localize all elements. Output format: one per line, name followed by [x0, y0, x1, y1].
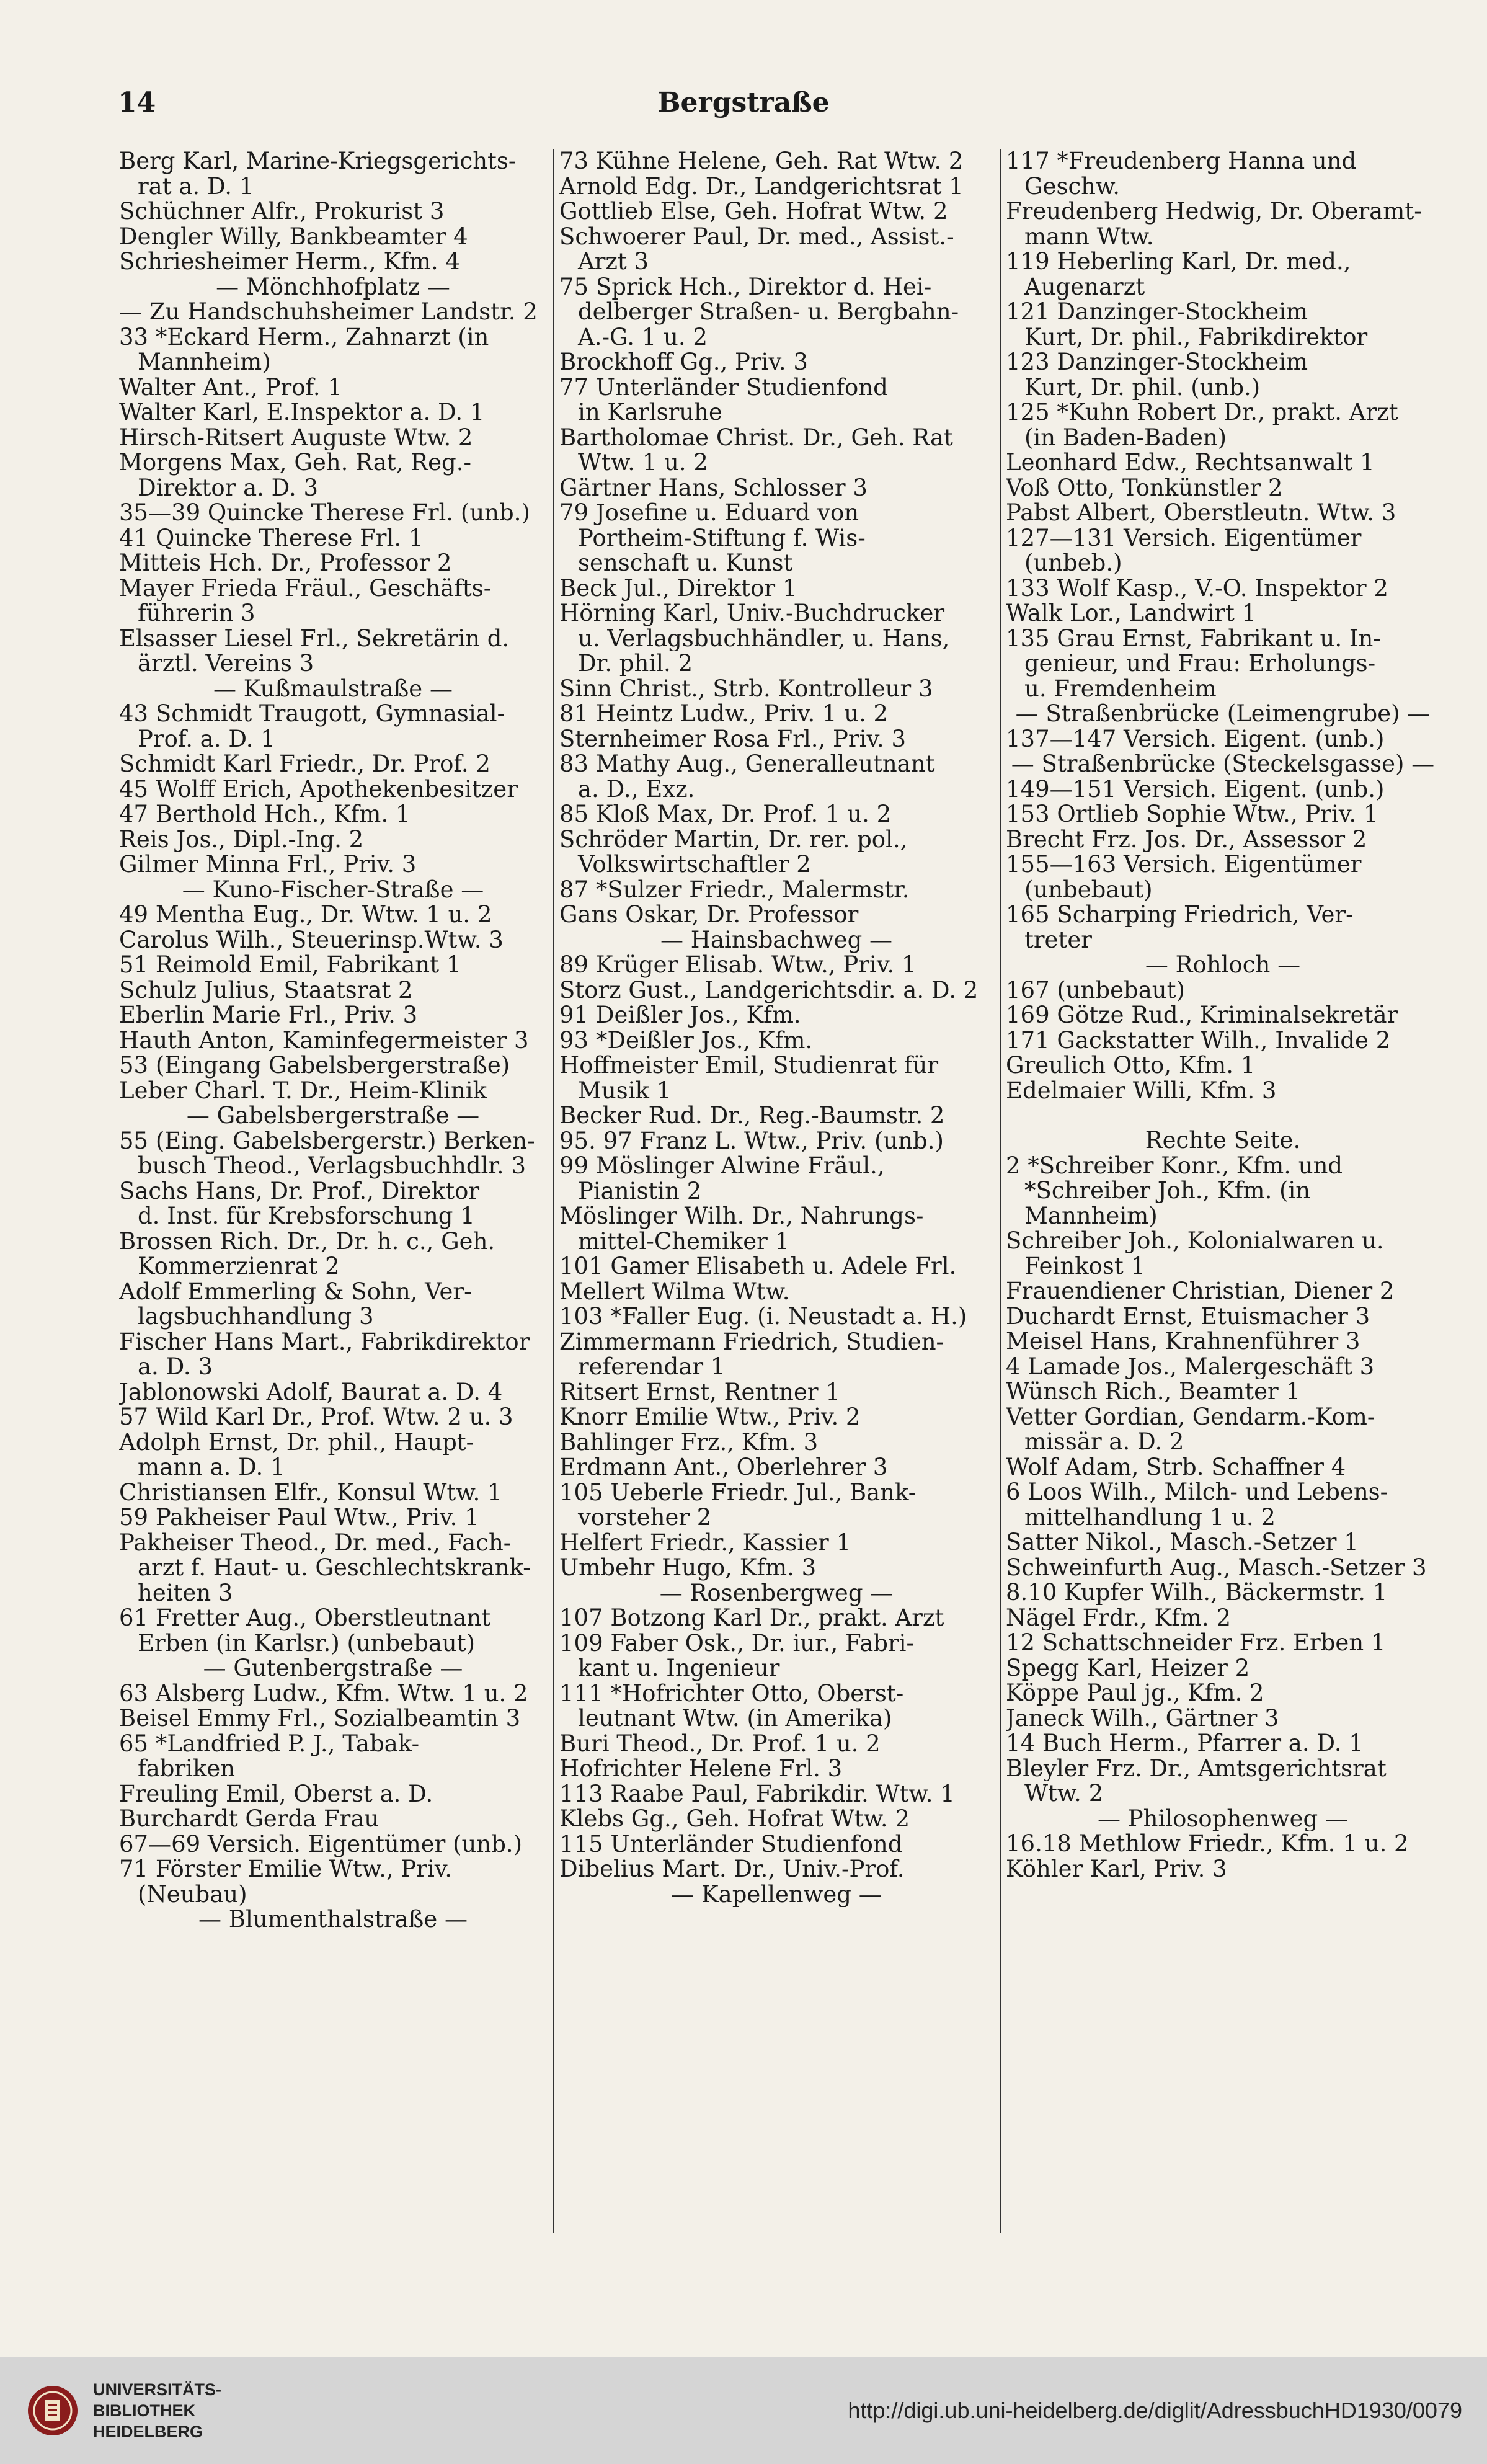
address-entry: Brossen Rich. Dr., Dr. h. c., Geh. — [119, 1229, 495, 1254]
street-heading: — Gutenbergstraße — — [203, 1656, 463, 1681]
address-entry: 127—131 Versich. Eigentümer — [1006, 525, 1362, 551]
address-entry: Umbehr Hugo, Kfm. 3 — [559, 1555, 817, 1581]
address-entry: Hoffmeister Emil, Studienrat für — [559, 1053, 939, 1079]
address-entry: Freudenberg Hedwig, Dr. Oberamt- — [1006, 199, 1422, 225]
address-entry: 67—69 Versich. Eigentümer (unb.) — [119, 1831, 523, 1857]
address-entry: 123 Danzinger-Stockheim — [1006, 350, 1308, 375]
address-entry: vorsteher 2 — [578, 1505, 712, 1531]
address-entry: Meisel Hans, Krahnenführer 3 — [1006, 1329, 1360, 1354]
address-entry: Augenarzt — [1024, 274, 1145, 300]
address-entry: Schweinfurth Aug., Masch.-Setzer 3 — [1006, 1555, 1427, 1580]
address-entry: *Schreiber Joh., Kfm. (in — [1024, 1178, 1311, 1204]
address-entry: 53 (Eingang Gabelsbergerstraße) — [119, 1053, 510, 1079]
address-entry: 85 Kloß Max, Dr. Prof. 1 u. 2 — [559, 802, 892, 827]
address-entry: 165 Scharping Friedrich, Ver- — [1006, 902, 1354, 928]
street-heading: — Philosophenweg — — [1098, 1806, 1348, 1831]
address-entry: Zimmermann Friedrich, Studien- — [559, 1329, 944, 1354]
address-entry: Pabst Albert, Oberstleutn. Wtw. 3 — [1006, 500, 1396, 526]
address-entry: 41 Quincke Therese Frl. 1 — [119, 525, 424, 551]
street-heading: — Straßenbrücke (Steckelsgasse) — — [1011, 752, 1435, 777]
address-entry: 55 (Eing. Gabelsbergerstr.) Berken- — [119, 1128, 535, 1154]
address-entry: Feinkost 1 — [1024, 1253, 1146, 1279]
address-entry: Bahlinger Frz., Kfm. 3 — [559, 1430, 819, 1455]
address-entry: busch Theod., Verlagsbuchhdlr. 3 — [138, 1154, 526, 1179]
address-entry: 109 Faber Osk., Dr. iur., Fabri- — [559, 1630, 914, 1656]
address-entry: Janeck Wilh., Gärtner 3 — [1006, 1706, 1279, 1731]
address-entry: 99 Möslinger Alwine Fräul., — [559, 1154, 885, 1179]
address-entry: Erdmann Ant., Oberlehrer 3 — [559, 1455, 888, 1480]
address-entry: Hauth Anton, Kaminfegermeister 3 — [119, 1028, 529, 1053]
address-entry: Mannheim) — [1024, 1203, 1158, 1229]
address-entry: missär a. D. 2 — [1024, 1430, 1184, 1455]
address-entry: 4 Lamade Jos., Malergeschäft 3 — [1006, 1354, 1375, 1379]
address-entry: Volkswirtschaftler 2 — [578, 852, 811, 878]
address-entry: 45 Wolff Erich, Apothekenbesitzer — [119, 776, 518, 802]
address-entry: 16.18 Methlow Friedr., Kfm. 1 u. 2 — [1006, 1831, 1409, 1857]
address-entry: Schüchner Alfr., Prokurist 3 — [119, 199, 445, 225]
page-title: Bergstraße — [657, 87, 830, 118]
address-entry: Beisel Emmy Frl., Sozialbeamtin 3 — [119, 1706, 521, 1732]
address-entry: Schröder Martin, Dr. rer. pol., — [559, 827, 908, 852]
address-entry: Eberlin Marie Frl., Priv. 3 — [119, 1003, 418, 1028]
address-entry: Kurt, Dr. phil. (unb.) — [1024, 375, 1261, 400]
address-entry: delberger Straßen- u. Bergbahn- — [578, 300, 959, 325]
address-entry: Arnold Edg. Dr., Landgerichtsrat 1 — [559, 174, 964, 199]
address-entry: 169 Götze Rud., Kriminalsekretär — [1006, 1003, 1398, 1028]
address-entry: 133 Wolf Kasp., V.-O. Inspektor 2 — [1006, 576, 1388, 601]
address-entry: senschaft u. Kunst — [578, 551, 793, 576]
address-entry: 117 *Freudenberg Hanna und — [1006, 149, 1357, 174]
address-entry: A.-G. 1 u. 2 — [578, 324, 708, 350]
address-entry: Köppe Paul jg., Kfm. 2 — [1006, 1681, 1264, 1706]
address-entry: Wtw. 2 — [1024, 1781, 1104, 1807]
address-entry: Arzt 3 — [578, 249, 649, 275]
address-entry: 115 Unterländer Studienfond — [559, 1831, 903, 1857]
address-entry: d. Inst. für Krebsforschung 1 — [138, 1204, 475, 1229]
address-entry: mittelhandlung 1 u. 2 — [1024, 1505, 1276, 1530]
address-entry: Brockhoff Gg., Priv. 3 — [559, 350, 808, 375]
address-entry: 93 *Deißler Jos., Kfm. — [559, 1028, 813, 1053]
address-entry: Adolph Ernst, Dr. phil., Haupt- — [119, 1430, 474, 1455]
column-divider — [553, 149, 554, 2233]
street-heading: — Rohloch — — [1145, 953, 1301, 978]
address-entry: 63 Alsberg Ludw., Kfm. Wtw. 1 u. 2 — [119, 1681, 528, 1706]
address-entry: 43 Schmidt Traugott, Gymnasial- — [119, 701, 505, 727]
address-entry: — Zu Handschuhsheimer Landstr. 2 — [119, 300, 538, 325]
address-entry: mann Wtw. — [1024, 224, 1154, 249]
address-entry: Sachs Hans, Dr. Prof., Direktor — [119, 1178, 480, 1204]
address-entry: 12 Schattschneider Frz. Erben 1 — [1006, 1630, 1386, 1656]
address-entry: Walk Lor., Landwirt 1 — [1006, 601, 1257, 626]
address-entry: 135 Grau Ernst, Fabrikant u. In- — [1006, 626, 1381, 651]
address-entry: Wtw. 1 u. 2 — [578, 450, 708, 476]
address-entry: 137—147 Versich. Eigent. (unb.) — [1006, 726, 1385, 752]
address-entry: u. Verlagsbuchhändler, u. Hans, — [578, 626, 950, 651]
address-entry: Morgens Max, Geh. Rat, Reg.- — [119, 450, 472, 476]
address-entry: Becker Rud. Dr., Reg.-Baumstr. 2 — [559, 1103, 945, 1129]
address-entry: 125 *Kuhn Robert Dr., prakt. Arzt — [1006, 400, 1398, 425]
address-entry: Hörning Karl, Univ.-Buchdrucker — [559, 601, 945, 626]
address-entry: Erben (in Karlsr.) (unbebaut) — [138, 1630, 476, 1656]
address-entry: Bartholomae Christ. Dr., Geh. Rat — [559, 425, 953, 450]
address-entry: Pianistin 2 — [578, 1178, 702, 1204]
address-entry: 75 Sprick Hch., Direktor d. Hei- — [559, 274, 932, 300]
address-entry: a. D., Exz. — [578, 776, 695, 802]
address-entry: Walter Karl, E.Inspektor a. D. 1 — [119, 400, 485, 425]
address-entry: 6 Loos Wilh., Milch- und Lebens- — [1006, 1480, 1388, 1505]
address-entry: Pakheiser Theod., Dr. med., Fach- — [119, 1530, 512, 1555]
street-heading: — Hainsbachweg — — [660, 927, 893, 953]
footer-bar — [0, 2357, 1487, 2464]
address-entry: referendar 1 — [578, 1354, 726, 1380]
address-entry: mann a. D. 1 — [138, 1455, 285, 1480]
address-entry: Christiansen Elfr., Konsul Wtw. 1 — [119, 1480, 502, 1505]
address-entry: 105 Ueberle Friedr. Jul., Bank- — [559, 1480, 917, 1505]
address-entry: (unbebaut) — [1024, 877, 1153, 902]
address-entry: 121 Danzinger-Stockheim — [1006, 300, 1308, 325]
address-entry: Vetter Gordian, Gendarm.-Kom- — [1006, 1404, 1375, 1430]
library-name — [93, 2379, 221, 2442]
address-entry: Mellert Wilma Wtw. — [559, 1279, 790, 1304]
address-entry: 61 Fretter Aug., Oberstleutnant — [119, 1606, 491, 1631]
address-entry: arzt f. Haut- u. Geschlechtskrank- — [138, 1555, 531, 1581]
address-entry: Geschw. — [1024, 174, 1121, 199]
address-entry: Köhler Karl, Priv. 3 — [1006, 1856, 1227, 1882]
address-entry: 49 Mentha Eug., Dr. Wtw. 1 u. 2 — [119, 902, 492, 928]
street-heading: — Mönchhofplatz — — [216, 274, 450, 300]
address-entry: 71 Förster Emilie Wtw., Priv. — [119, 1857, 453, 1882]
address-entry: Ritsert Ernst, Rentner 1 — [559, 1379, 840, 1405]
street-heading: — Kuno-Fischer-Straße — — [182, 877, 484, 902]
address-entry: 153 Ortlieb Sophie Wtw., Priv. 1 — [1006, 802, 1378, 827]
address-entry: Hirsch-Ritsert Auguste Wtw. 2 — [119, 425, 473, 450]
address-entry: Carolus Wilh., Steuerinsp.Wtw. 3 — [119, 927, 504, 953]
library-name-line: UNIVERSITÄTS- — [93, 2380, 222, 2399]
address-entry: Schreiber Joh., Kolonialwaren u. — [1006, 1229, 1384, 1254]
address-entry: Helfert Friedr., Kassier 1 — [559, 1530, 851, 1555]
address-entry: Sinn Christ., Strb. Kontrolleur 3 — [559, 676, 933, 701]
address-entry: 119 Heberling Karl, Dr. med., — [1006, 249, 1351, 275]
address-entry: Dr. phil. 2 — [578, 651, 693, 677]
address-entry: Greulich Otto, Kfm. 1 — [1006, 1053, 1256, 1079]
address-entry: Musik 1 — [578, 1078, 672, 1103]
library-name-line: BIBLIOTHEK — [93, 2401, 195, 2420]
address-entry: mittel-Chemiker 1 — [578, 1229, 790, 1254]
address-entry: 167 (unbebaut) — [1006, 977, 1185, 1003]
address-entry: Schulz Julius, Staatsrat 2 — [119, 977, 413, 1003]
address-entry: Schmidt Karl Friedr., Dr. Prof. 2 — [119, 752, 490, 777]
street-heading: — Kußmaulstraße — — [213, 676, 453, 701]
address-entry: a. D. 3 — [138, 1354, 213, 1380]
address-entry: Gans Oskar, Dr. Professor — [559, 902, 859, 928]
address-entry: 101 Gamer Elisabeth u. Adele Frl. — [559, 1254, 957, 1279]
address-entry: Sternheimer Rosa Frl., Priv. 3 — [559, 726, 907, 752]
address-entry: 89 Krüger Elisab. Wtw., Priv. 1 — [559, 953, 917, 978]
address-entry: 65 *Landfried P. J., Tabak- — [119, 1731, 420, 1756]
address-entry: Reis Jos., Dipl.-Ing. 2 — [119, 827, 364, 852]
address-entry: Mitteis Hch. Dr., Professor 2 — [119, 551, 452, 576]
address-entry: Frauendiener Christian, Diener 2 — [1006, 1279, 1395, 1304]
address-entry: genieur, und Frau: Erholungs- — [1024, 651, 1376, 677]
address-entry: Dengler Willy, Bankbeamter 4 — [119, 224, 468, 249]
address-entry: (Neubau) — [138, 1882, 247, 1907]
address-entry: Wolf Adam, Strb. Schaffner 4 — [1006, 1454, 1346, 1480]
address-entry: Hofrichter Helene Frl. 3 — [559, 1756, 843, 1782]
address-entry: 33 *Eckard Herm., Zahnarzt (in — [119, 324, 489, 350]
address-entry: Edelmaier Willi, Kfm. 3 — [1006, 1078, 1277, 1103]
address-entry: Buri Theod., Dr. Prof. 1 u. 2 — [559, 1731, 881, 1756]
address-entry: Elsasser Liesel Frl., Sekretärin d. — [119, 626, 510, 651]
address-entry: Berg Karl, Marine-Kriegsgerichts- — [119, 149, 517, 174]
address-entry: Jablonowski Adolf, Baurat a. D. 4 — [119, 1379, 503, 1405]
street-heading: — Blumenthalstraße — — [198, 1907, 468, 1933]
address-entry: 73 Kühne Helene, Geh. Rat Wtw. 2 — [559, 149, 964, 174]
address-entry: Burchardt Gerda Frau — [119, 1807, 380, 1832]
street-heading: — Straßenbrücke (Leimengrube) — — [1015, 701, 1431, 727]
address-entry: Duchardt Ernst, Etuismacher 3 — [1006, 1304, 1370, 1329]
address-entry: Knorr Emilie Wtw., Priv. 2 — [559, 1405, 861, 1430]
address-entry: 91 Deißler Jos., Kfm. — [559, 1003, 801, 1028]
address-entry: 171 Gackstatter Wilh., Invalide 2 — [1006, 1028, 1391, 1053]
address-entry: 103 *Faller Eug. (i. Neustadt a. H.) — [559, 1304, 967, 1330]
address-entry: 111 *Hofrichter Otto, Oberst- — [559, 1681, 904, 1706]
address-entry: in Karlsruhe — [578, 400, 722, 425]
address-entry: Beck Jul., Direktor 1 — [559, 576, 797, 601]
column-left — [119, 149, 547, 2233]
address-entry: 95. 97 Franz L. Wtw., Priv. (unb.) — [559, 1128, 944, 1154]
address-entry: Mayer Frieda Fräul., Geschäfts- — [119, 576, 492, 601]
address-entry: treter — [1024, 927, 1092, 953]
address-entry: Mannheim) — [138, 350, 271, 375]
address-entry: Spegg Karl, Heizer 2 — [1006, 1655, 1250, 1681]
address-entry: 107 Botzong Karl Dr., prakt. Arzt — [559, 1606, 944, 1631]
address-entry: Voß Otto, Tonkünstler 2 — [1006, 475, 1283, 500]
address-entry: u. Fremdenheim — [1024, 676, 1217, 701]
address-entry: 59 Pakheiser Paul Wtw., Priv. 1 — [119, 1505, 479, 1531]
address-entry: Schriesheimer Herm., Kfm. 4 — [119, 249, 460, 275]
address-entry: Prof. a. D. 1 — [138, 726, 275, 752]
address-entry: 2 *Schreiber Konr., Kfm. und — [1006, 1153, 1343, 1178]
address-entry: Bleyler Frz. Dr., Amtsgerichtsrat — [1006, 1756, 1387, 1781]
address-entry: 8.10 Kupfer Wilh., Bäckermstr. 1 — [1006, 1580, 1388, 1606]
address-entry: Möslinger Wilh. Dr., Nahrungs- — [559, 1204, 924, 1229]
address-entry: 87 *Sulzer Friedr., Malermstr. — [559, 877, 910, 902]
street-heading: — Gabelsbergerstraße — — [186, 1103, 480, 1129]
address-entry: fabriken — [138, 1756, 236, 1782]
address-entry: (in Baden-Baden) — [1024, 425, 1227, 450]
address-entry: Portheim-Stiftung f. Wis- — [578, 525, 866, 551]
address-entry: kant u. Ingenieur — [578, 1656, 780, 1681]
column-right — [1006, 149, 1440, 2233]
address-entry: Schwoerer Paul, Dr. med., Assist.- — [559, 224, 954, 249]
address-entry: Walter Ant., Prof. 1 — [119, 375, 342, 400]
address-entry: Fischer Hans Mart., Fabrikdirektor — [119, 1329, 530, 1354]
address-entry: 155—163 Versich. Eigentümer — [1006, 852, 1362, 878]
address-entry: 113 Raabe Paul, Fabrikdir. Wtw. 1 — [559, 1781, 955, 1807]
street-heading: — Kapellenweg — — [671, 1882, 882, 1907]
source-url-link[interactable]: http://digi.ub.uni-heidelberg.de/diglit/AdressbuchHD1930/0079 — [848, 2397, 1462, 2423]
address-entry: 83 Mathy Aug., Generalleutnant — [559, 752, 935, 777]
address-entry: lagsbuchhandlung 3 — [138, 1304, 374, 1330]
address-entry: Gottlieb Else, Geh. Hofrat Wtw. 2 — [559, 199, 948, 225]
address-entry: Freuling Emil, Oberst a. D. — [119, 1781, 433, 1807]
library-seal-icon — [25, 2383, 81, 2439]
address-entry: leutnant Wtw. (in Amerika) — [578, 1706, 892, 1732]
address-entry: rat a. D. 1 — [138, 174, 254, 199]
address-entry: Rechte Seite. — [1145, 1128, 1301, 1154]
address-entry: Kommerzienrat 2 — [138, 1254, 340, 1279]
address-entry: führerin 3 — [138, 601, 255, 626]
address-entry: Gärtner Hans, Schlosser 3 — [559, 475, 868, 500]
library-logo[interactable] — [25, 2379, 221, 2442]
address-entry: 47 Berthold Hch., Kfm. 1 — [119, 802, 411, 827]
address-entry: 57 Wild Karl Dr., Prof. Wtw. 2 u. 3 — [119, 1405, 513, 1430]
address-entry: heiten 3 — [138, 1580, 233, 1606]
address-entry: 149—151 Versich. Eigent. (unb.) — [1006, 776, 1385, 802]
address-entry: 51 Reimold Emil, Fabrikant 1 — [119, 953, 461, 978]
address-entry: Leonhard Edw., Rechtsanwalt 1 — [1006, 450, 1375, 476]
address-entry: Klebs Gg., Geh. Hofrat Wtw. 2 — [559, 1807, 910, 1832]
address-entry: 79 Josefine u. Eduard von — [559, 500, 859, 526]
address-entry: Satter Nikol., Masch.-Setzer 1 — [1006, 1530, 1359, 1555]
address-entry: 81 Heintz Ludw., Priv. 1 u. 2 — [559, 701, 889, 727]
address-entry: 14 Buch Herm., Pfarrer a. D. 1 — [1006, 1731, 1364, 1756]
address-entry: Brecht Frz. Jos. Dr., Assessor 2 — [1006, 827, 1367, 852]
address-entry: 35—39 Quincke Therese Frl. (unb.) — [119, 500, 530, 526]
address-entry: Leber Charl. T. Dr., Heim-Klinik — [119, 1078, 487, 1103]
address-entry: Dibelius Mart. Dr., Univ.-Prof. — [559, 1857, 905, 1882]
column-middle — [559, 149, 993, 2233]
address-entry: Kurt, Dr. phil., Fabrikdirektor — [1024, 324, 1368, 350]
address-entry: (unbeb.) — [1024, 551, 1122, 576]
library-name-line: HEIDELBERG — [93, 2422, 203, 2441]
address-entry: ärztl. Vereins 3 — [138, 651, 314, 677]
street-heading: — Rosenbergweg — — [659, 1580, 894, 1606]
address-entry: Gilmer Minna Frl., Priv. 3 — [119, 852, 417, 878]
address-entry: Adolf Emmerling & Sohn, Ver- — [119, 1279, 472, 1304]
address-entry: Nägel Frdr., Kfm. 2 — [1006, 1605, 1232, 1630]
address-entry: Direktor a. D. 3 — [138, 475, 319, 500]
address-entry: Storz Gust., Landgerichtsdir. a. D. 2 — [559, 977, 979, 1003]
page-number: 14 — [118, 87, 156, 118]
address-entry: 77 Unterländer Studienfond — [559, 375, 888, 400]
column-divider — [1000, 149, 1001, 2233]
address-entry: Wünsch Rich., Beamter 1 — [1006, 1379, 1301, 1405]
